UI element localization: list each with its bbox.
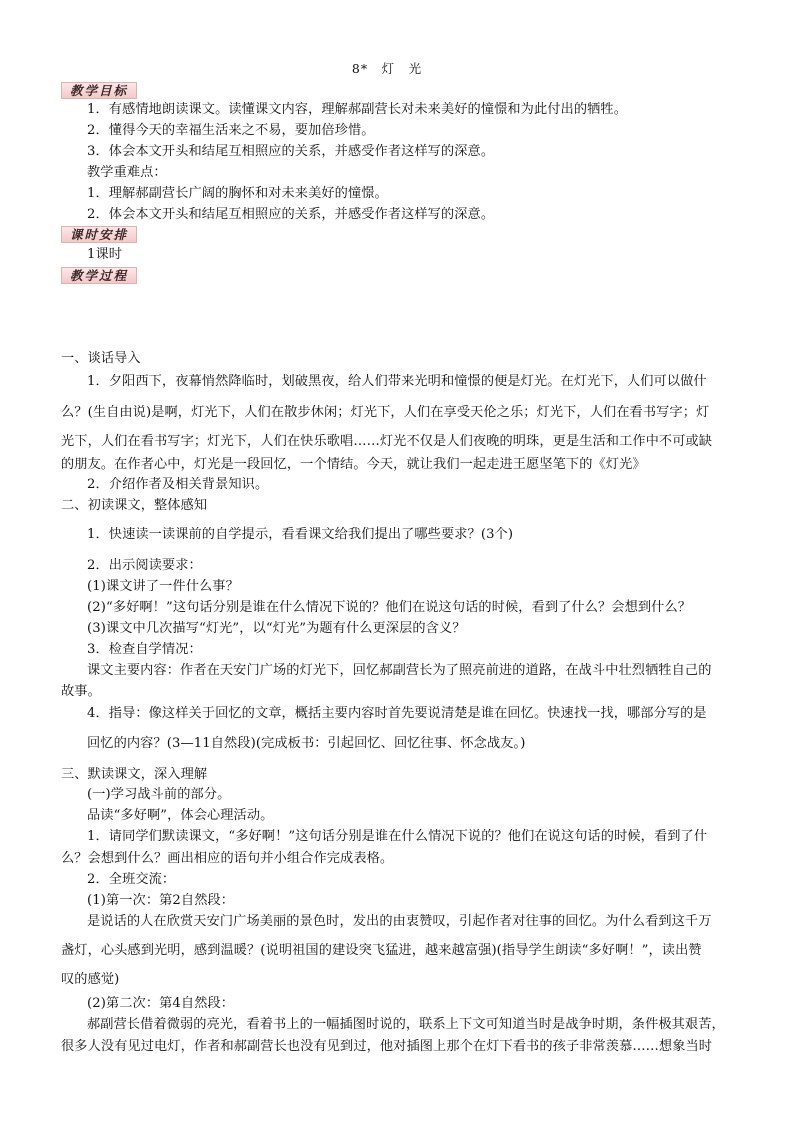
body-line: 2．出示阅读要求： — [87, 558, 202, 573]
body-line: 盏灯，心头感到光明，感到温暖？(说明祖国的建设突飞猛进，越来越富强)(指导学生朗读“多好啊！”，读出赞 — [61, 943, 702, 958]
body-line: 2．全班交流： — [87, 872, 176, 887]
body-line: 1．快速读一读课前的自学提示，看看课文给我们提出了哪些要求？(3个) — [87, 527, 514, 542]
page-title: 8* 灯 光 — [351, 61, 423, 76]
schedule-text: 1课时 — [87, 247, 123, 262]
body-line: (2)“多好啊！”这句话分别是谁在什么情况下说的？他们在说这句话的时候，看到了什么？会想到什么？ — [87, 600, 692, 615]
section-header-process: 教学过程 — [61, 267, 137, 284]
body-line: 回忆的内容？(3—11自然段)(完成板书：引起回忆、回忆往事、怀念战友。) — [87, 736, 526, 751]
body-line: (3)课文中几次描写“灯光”，以“灯光”为题有什么更深层的含义？ — [87, 621, 466, 636]
body-line: 三、默读课文，深入理解 — [61, 767, 208, 782]
body-line: 二、初读课文，整体感知 — [61, 498, 208, 513]
body-line: 1．请同学们默读课文，“多好啊！”这句话分别是谁在什么情况下说的？他们在说这句话的时候，看到了什 — [87, 829, 708, 844]
body-line: (1)第一次：第2自然段： — [87, 893, 235, 908]
body-line: 课文主要内容：作者在天安门广场的灯光下，回忆郝副营长为了照亮前进的道路，在战斗中壮烈牺牲自己的 — [87, 663, 712, 678]
body-line: 故事。 — [61, 684, 101, 699]
body-line: 么？(生自由说)是啊，灯光下，人们在散步休闲；灯光下，人们在享受天伦之乐；灯光下，人们在看书写字；灯 — [61, 405, 710, 420]
body-line: 叹的感觉) — [61, 972, 120, 987]
key-point-2: 2．体会本文开头和结尾互相照应的关系，并感受作者这样写的深意。 — [87, 207, 495, 222]
body-line: 郝副营长借着微弱的亮光，看着书上的一幅插图时说的，联系上下文可知道当时是战争时期，条件极其艰苦， — [87, 1017, 725, 1032]
body-line: 么？会想到什么？画出相应的语句并小组合作完成表格。 — [61, 851, 394, 866]
key-points-label: 教学重难点： — [87, 165, 167, 180]
section-header-goals: 教学目标 — [61, 82, 137, 99]
goal-line-3: 3．体会本文开头和结尾互相照应的关系，并感受作者这样写的深意。 — [87, 144, 495, 159]
body-line: (2)第二次：第4自然段： — [87, 996, 235, 1011]
body-line: 很多人没有见过电灯，作者和郝副营长也没有见到过，他对插图上那个在灯下看书的孩子非常羡慕……想象当时 — [61, 1039, 713, 1054]
body-line: 4．指导：像这样关于回忆的文章，概括主要内容时首先要说清楚是谁在回忆。快速找一找，哪部分写的是 — [87, 706, 707, 721]
body-line: 光下，人们在看书写字；灯光下，人们在快乐歌唱……灯光不仅是人们夜晚的明珠，更是生活和工作中不可或缺 — [61, 434, 713, 449]
body-line: (1)课文讲了一件什么事？ — [87, 579, 239, 594]
goal-line-2: 2．懂得今天的幸福生活来之不易，要加倍珍惜。 — [87, 123, 375, 138]
section-header-schedule: 课时安排 — [61, 226, 137, 243]
body-line: 1．夕阳西下，夜幕悄然降临时，划破黑夜，给人们带来光明和憧憬的便是灯光。在灯光下，人们可以做什 — [87, 374, 707, 389]
key-point-1: 1．理解郝副营长广阔的胸怀和对未来美好的憧憬。 — [87, 186, 388, 201]
body-line: 3．检查自学情况： — [87, 642, 202, 657]
goal-line-1: 1．有感情地朗读课文。读懂课文内容，理解郝副营长对未来美好的憧憬和为此付出的牺牲。 — [87, 102, 627, 117]
body-line: (一)学习战斗前的部分。 — [87, 787, 231, 802]
body-line: 2．介绍作者及相关背景知识。 — [87, 477, 269, 492]
body-line: 的朋友。在作者心中，灯光是一段回忆，一个情结。今天，就让我们一起走进王愿坚笔下的《灯光》 — [61, 457, 646, 472]
body-line: 是说话的人在欣赏天安门广场美丽的景色时，发出的由衷赞叹，引起作者对往事的回忆。为什么看到这千万 — [87, 914, 712, 929]
body-line: 一、谈话导入 — [61, 351, 141, 366]
body-line: 品读“多好啊”，体会心理活动。 — [87, 808, 274, 823]
